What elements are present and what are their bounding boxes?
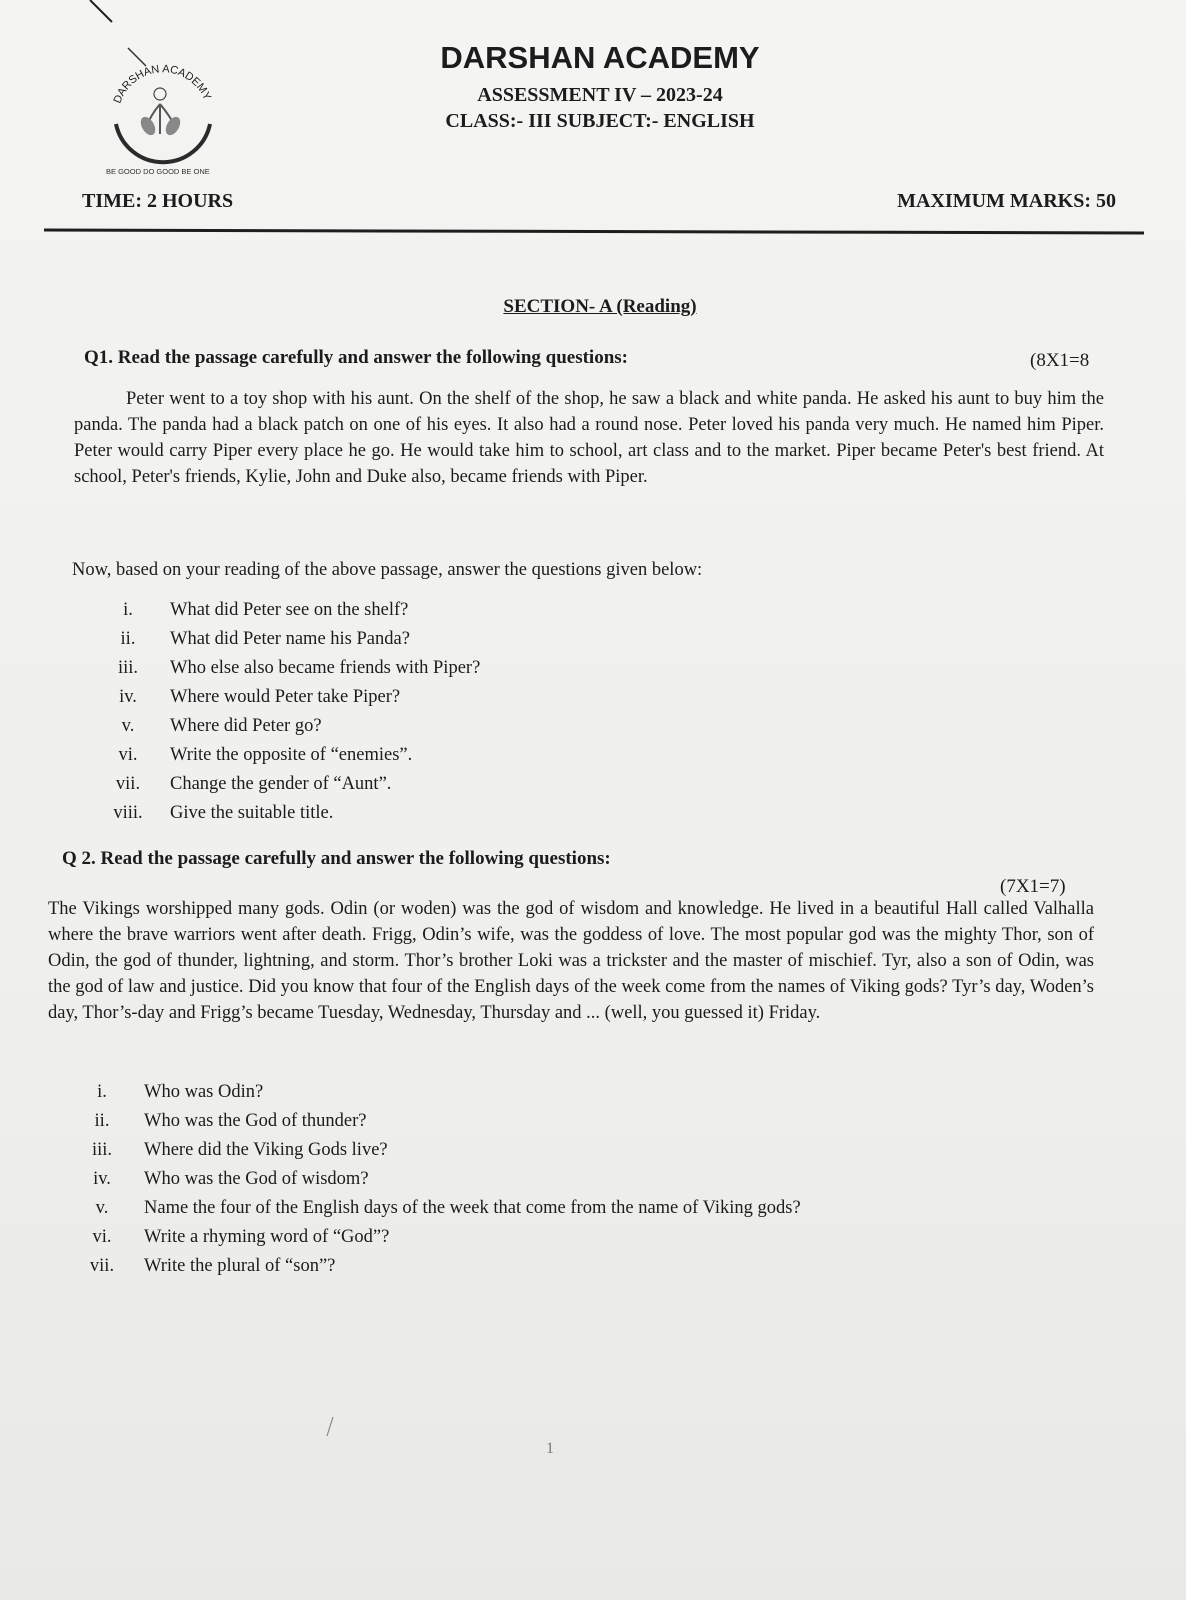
list-item: i. What did Peter see on the shelf? — [123, 600, 409, 620]
list-item: v. Where did Peter go? — [121, 716, 322, 736]
logo-arc-text: DARSHAN ACADEMY — [111, 63, 214, 106]
q1-passage: Peter went to a toy shop with his aunt. On the shelf of the shop, he saw a black and white panda. He asked his aunt to buy him the panda. The panda had a black patch on one of his eyes. It also had a round nose. Peter loved his panda very much. He named him Piper. Peter would carry Piper every place he go. He would take him to school, art class and to the market. Piper became Peter's best friend. At school, Peter's friends, Kylie, John and Duke also, became friends with Piper. — [74, 389, 1104, 487]
list-item: ii. What did Peter name his Panda? — [120, 629, 410, 649]
q1-instruction: Now, based on your reading of the above passage, answer the questions given below: — [72, 560, 703, 580]
school-name: DARSHAN ACADEMY — [440, 40, 760, 75]
q2-heading: Q 2. Read the passage carefully and answer the following questions: — [62, 848, 611, 869]
list-item: vi. Write a rhyming word of “God”? — [92, 1227, 390, 1247]
class-subject: CLASS:- III SUBJECT:- ENGLISH — [445, 110, 755, 132]
pen-mark — [88, 0, 128, 30]
list-item: vii. Change the gender of “Aunt”. — [115, 774, 392, 794]
list-item: v. Name the four of the English days of the week that come from the name of Viking gods? — [95, 1198, 801, 1218]
pencil-mark — [324, 1416, 336, 1438]
page-number: 1 — [546, 1440, 554, 1457]
q1-marks: (8X1=8 — [1030, 350, 1090, 371]
list-item: iii. Who else also became friends with Piper? — [117, 658, 481, 678]
q2-marks: (7X1=7) — [1000, 876, 1066, 897]
list-item: vi. Write the opposite of “enemies”. — [118, 745, 413, 765]
svg-text:DARSHAN ACADEMY — [111, 63, 213, 105]
header-divider — [44, 229, 1144, 235]
assessment-title: ASSESSMENT IV – 2023-24 — [477, 84, 723, 106]
logo-motto: BE GOOD DO GOOD BE ONE — [106, 167, 210, 176]
q1-heading: Q1. Read the passage carefully and answer the following questions: — [84, 347, 628, 368]
maximum-marks: MAXIMUM MARKS: 50 — [897, 190, 1116, 212]
list-item: iv. Where would Peter take Piper? — [119, 687, 401, 707]
list-item: iii. Where did the Viking Gods live? — [91, 1140, 388, 1160]
list-item: i. Who was Odin? — [97, 1082, 264, 1102]
exam-time: TIME: 2 HOURS — [82, 190, 234, 212]
q1-question-list — [100, 596, 480, 828]
q2-passage: The Vikings worshipped many gods. Odin (or woden) was the god of wisdom and knowledge. He lived in a beautiful Hall called Valhalla where the brave warriors went after death. Frigg, Odin’s wife, was the goddess of love. The most popular god was the mighty Thor, son of Odin, the god of thunder, lightning, and storm. Thor’s brother Loki was a trickster and the master of mischief. Tyr, also a son of Odin, was the god of law and justice. Did you know that four of the English days of the week come from the names of Viking gods? Tyr’s day, Woden’s day, Thor’s-day and Frigg’s became Tuesday, Wednesday, Thursday and ... (well, you guessed it) Friday. — [48, 899, 1094, 1023]
section-title: SECTION- A (Reading) — [503, 296, 697, 317]
q2-question-list — [74, 1078, 801, 1281]
list-item: ii. Who was the God of thunder? — [94, 1111, 367, 1131]
list-item: vii. Write the plural of “son”? — [89, 1256, 336, 1276]
list-item: iv. Who was the God of wisdom? — [93, 1169, 369, 1189]
list-item: viii. Give the suitable title. — [113, 803, 334, 823]
school-logo — [98, 42, 228, 182]
